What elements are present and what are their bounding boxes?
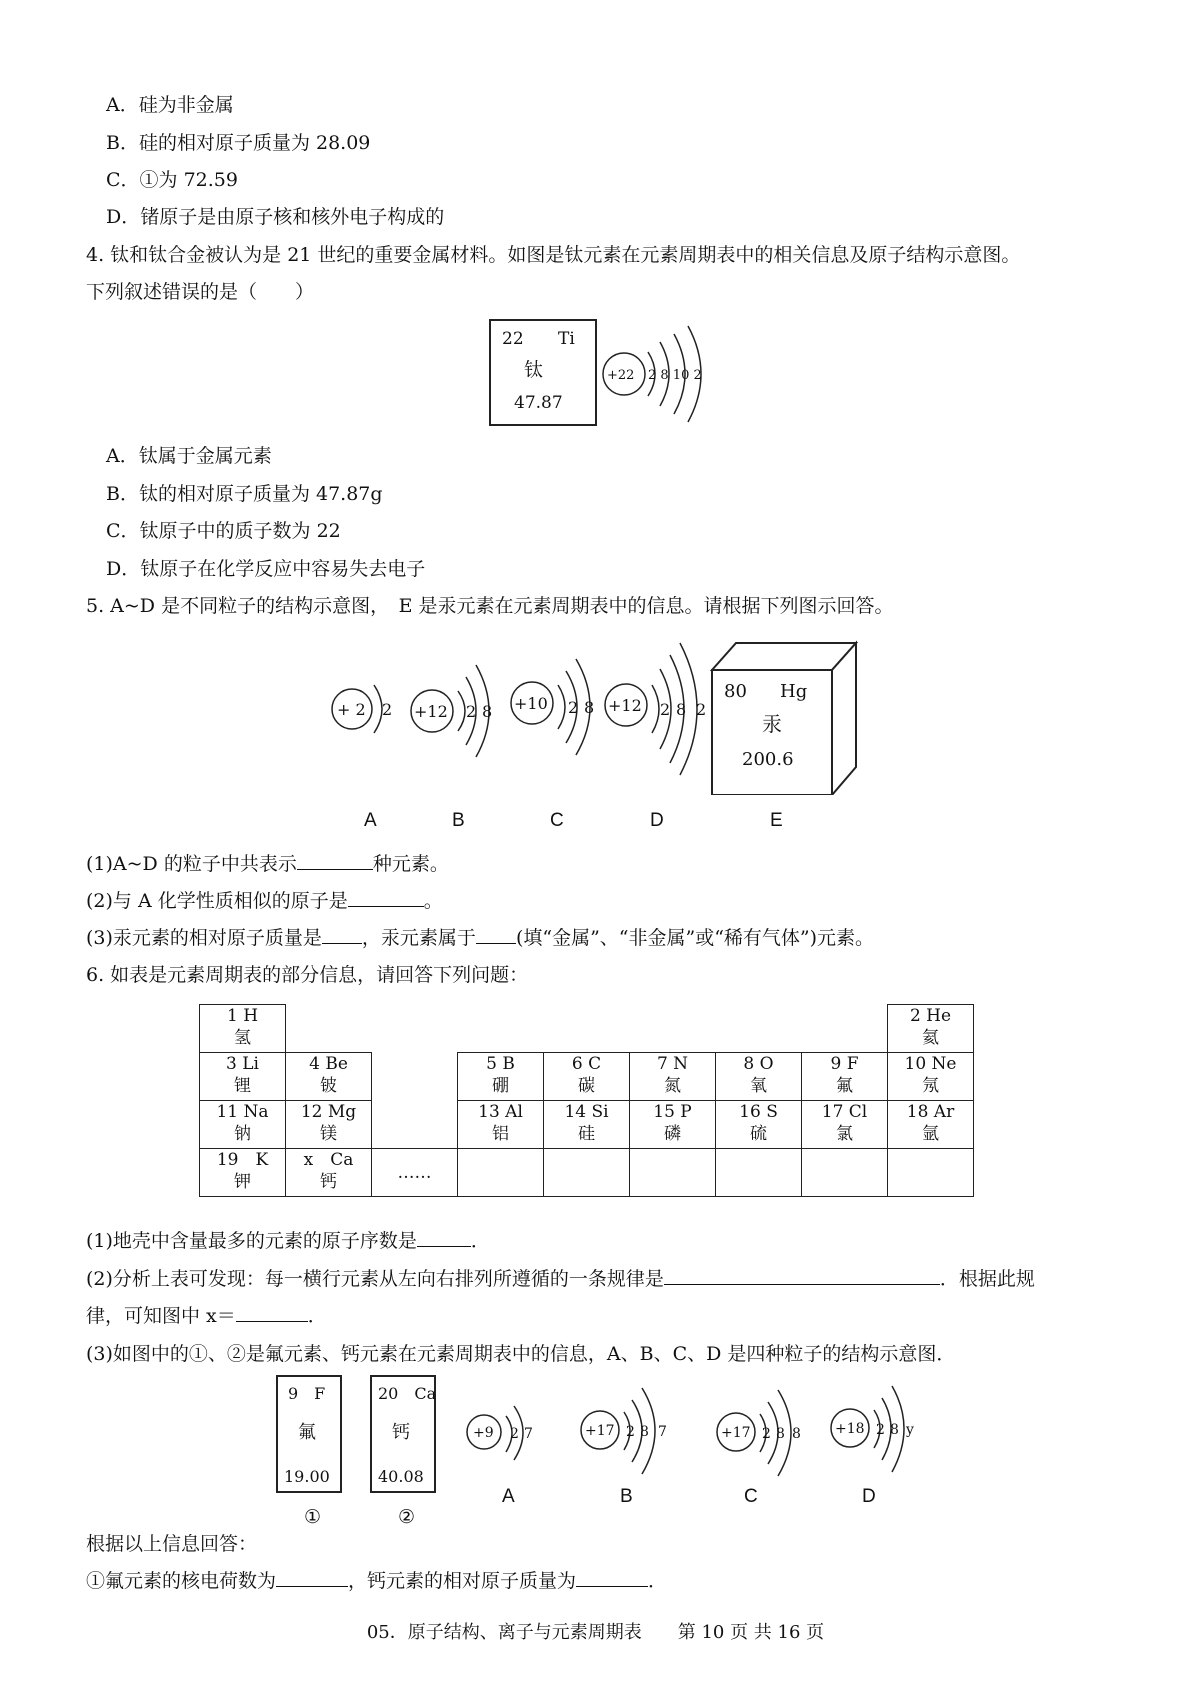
q5-sub3 — [86, 925, 874, 951]
cell-o: 8 O 氧 — [716, 1053, 802, 1101]
q5-sub2 — [86, 888, 443, 914]
q5-sub2-post: 。 — [423, 890, 443, 912]
q6-sub1-post: ． — [470, 1230, 490, 1252]
q6-label-c: C — [744, 1486, 758, 1507]
q5-sub2-pre: (2)与 A 化学性质相似的原子是 — [86, 890, 348, 912]
q6-sub1-pre: (1)地壳中含量最多的元素的原子序数是 — [86, 1230, 417, 1252]
q5-a-shell1: 2 — [382, 700, 393, 719]
q6-d-shell3: y — [906, 1422, 914, 1438]
q5-sub1-blank[interactable] — [297, 851, 373, 870]
q6-c-shell2: 8 — [776, 1426, 785, 1442]
q5-b-nucleus: +12 — [414, 702, 448, 721]
table-row — [200, 1101, 974, 1149]
q5-e-name: 汞 — [762, 712, 782, 736]
cell-si: 14 Si 硅 — [544, 1101, 630, 1149]
q3-option-c: C．①为 72.59 — [106, 169, 238, 191]
q4-stem-line2: 下列叙述错误的是（ ） — [86, 281, 315, 303]
q6-tile2-name: 钙 — [392, 1422, 410, 1443]
q6-tile1-top: 9 F — [288, 1384, 326, 1403]
q6-b-shell1: 2 — [626, 1424, 635, 1440]
q5-e-mass: 200.6 — [742, 749, 794, 770]
q4-tile-number: 22 — [502, 329, 524, 349]
q5-sub3-blank2[interactable] — [476, 925, 516, 944]
cell-c: 6 C 碳 — [544, 1053, 630, 1101]
q6-d-nucleus: +18 — [835, 1421, 865, 1437]
cell-ne: 10 Ne 氖 — [888, 1053, 974, 1101]
q6-sub-a-blank2[interactable] — [576, 1568, 648, 1587]
q5-sub1 — [86, 851, 449, 877]
q5-label-c: C — [550, 810, 564, 831]
cell-n: 7 N 氮 — [630, 1053, 716, 1101]
q6-sub1 — [86, 1228, 490, 1254]
q4-option-b: B．钛的相对原子质量为 47.87g — [106, 483, 383, 505]
q6-tile1-name: 氟 — [298, 1422, 316, 1443]
q6-d-shell2: 8 — [890, 1422, 899, 1438]
q5-sub3-pre: (3)汞元素的相对原子质量是 — [86, 927, 322, 949]
q6-b-shell3: 7 — [658, 1424, 667, 1440]
q6-sub-a-pre: ①氟元素的核电荷数为 — [86, 1570, 277, 1592]
cell-al: 13 Al 铝 — [458, 1101, 544, 1149]
q5-d-shell2: 8 — [676, 700, 687, 719]
q6-sub2-post: ．根据此规 — [939, 1268, 1035, 1290]
table-row — [200, 1005, 974, 1053]
cell-p: 15 P 磷 — [630, 1101, 716, 1149]
q6-stem: 6. 如表是元素周期表的部分信息，请回答下列问题： — [86, 964, 529, 986]
periodic-table — [199, 1004, 974, 1197]
q5-e-number: 80 — [724, 681, 747, 702]
cell-ar: 18 Ar 氩 — [888, 1101, 974, 1149]
q6-label-a: A — [502, 1486, 515, 1507]
cell-k: 19 K 钾 — [200, 1149, 286, 1197]
q4-nucleus: +22 — [607, 368, 635, 383]
q6-label-d: D — [862, 1486, 876, 1507]
q5-c-shell2: 8 — [584, 698, 595, 717]
q6-sub2 — [86, 1266, 1035, 1292]
q6-sub2-blank[interactable] — [664, 1266, 940, 1285]
q5-b-shell2: 8 — [482, 702, 493, 721]
q6-sub1-blank[interactable] — [417, 1228, 471, 1247]
q5-sub3-mid: ，汞元素属于 — [361, 927, 476, 949]
q5-d-nucleus: +12 — [608, 696, 642, 715]
q6-sub-a-blank1[interactable] — [276, 1568, 348, 1587]
q6-c-nucleus: +17 — [721, 1425, 751, 1441]
q6-sub2b-post: ． — [307, 1305, 327, 1327]
q6-sub2b — [86, 1303, 327, 1329]
q3-option-d: D．锗原子是由原子核和核外电子构成的 — [106, 206, 445, 228]
cell-li: 3 Li 锂 — [200, 1053, 286, 1101]
q5-c-nucleus: +10 — [514, 694, 548, 713]
q6-tile2-top: 20 Ca — [378, 1384, 437, 1403]
q5-c-shell1: 2 — [568, 698, 579, 717]
q5-d-shell1: 2 — [660, 700, 671, 719]
cell-cl: 17 Cl 氯 — [802, 1101, 888, 1149]
q6-figure — [270, 1372, 920, 1502]
q5-sub3-post: (填“金属”、“非金属”或“稀有气体”)元素。 — [515, 927, 875, 949]
cell-h: 1 H 氢 — [200, 1005, 286, 1053]
q6-d-shell1: 2 — [876, 1422, 885, 1438]
q5-e-symbol: Hg — [780, 681, 808, 702]
cell-b: 5 B 硼 — [458, 1053, 544, 1101]
q5-sub2-blank[interactable] — [348, 888, 424, 907]
q4-option-c: C．钛原子中的质子数为 22 — [106, 520, 341, 542]
q6-tile2-label: ② — [398, 1506, 416, 1528]
q5-sub1-pre: (1)A~D 的粒子中共表示 — [86, 853, 297, 875]
q6-sub2b-pre: 律，可知图中 x＝ — [86, 1305, 236, 1327]
q4-stem-line1: 4. 钛和钛合金被认为是 21 世纪的重要金属材料。如图是钛元素在元素周期表中的相关信息及原子结构示意图。 — [86, 244, 1021, 266]
q5-figure — [320, 625, 880, 795]
q4-figure — [480, 312, 720, 432]
q4-tile-mass: 47.87 — [514, 393, 563, 413]
q5-sub3-blank1[interactable] — [322, 925, 362, 944]
q5-b-shell1: 2 — [466, 702, 477, 721]
cell-f: 9 F 氟 — [802, 1053, 888, 1101]
table-row — [200, 1053, 974, 1101]
q6-tile1-mass: 19.00 — [284, 1467, 330, 1486]
q4-shells: 2 8 10 2 — [648, 368, 702, 383]
q5-d-shell3: 2 — [696, 700, 707, 719]
cell-s: 16 S 硫 — [716, 1101, 802, 1149]
q4-tile-symbol: Ti — [558, 329, 575, 349]
cell-be: 4 Be 铍 — [286, 1053, 372, 1101]
q6-sub-a-post: ． — [648, 1570, 668, 1592]
q5-label-b: B — [452, 810, 465, 831]
q3-option-b: B．硅的相对原子质量为 28.09 — [106, 132, 371, 154]
q5-a-nucleus: + 2 — [337, 700, 366, 719]
q4-tile-name: 钛 — [524, 359, 544, 381]
cell-ca: x Ca 钙 — [286, 1149, 372, 1197]
q6-tile2-mass: 40.08 — [378, 1467, 424, 1486]
q6-b-shell2: 8 — [640, 1424, 649, 1440]
q6-label-b: B — [620, 1486, 633, 1507]
q4-option-a: A．钛属于金属元素 — [106, 445, 272, 467]
cell-na: 11 Na 钠 — [200, 1101, 286, 1149]
q5-stem: 5. A~D 是不同粒子的结构示意图， E 是汞元素在元素周期表中的信息。请根据下列图示回答。 — [86, 595, 894, 617]
q4-option-d: D．钛原子在化学反应中容易失去电子 — [106, 558, 426, 580]
q3-option-a: A．硅为非金属 — [106, 94, 234, 116]
cell-mg: 12 Mg 镁 — [286, 1101, 372, 1149]
q5-sub1-post: 种元素。 — [372, 853, 449, 875]
q6-a-shell1: 2 — [510, 1426, 519, 1442]
q6-answer-intro: 根据以上信息回答： — [86, 1533, 258, 1555]
q6-a-shell2: 7 — [524, 1426, 533, 1442]
q6-sub2b-blank[interactable] — [236, 1303, 308, 1322]
q6-b-nucleus: +17 — [585, 1423, 615, 1439]
q6-sub3: (3)如图中的①、②是氟元素、钙元素在元素周期表中的信息，A、B、C、D 是四种粒子的结构示意图． — [86, 1343, 956, 1365]
cell-ellipsis: …… — [372, 1149, 458, 1197]
q6-tile1-label: ① — [304, 1506, 322, 1528]
q6-sub-a — [86, 1568, 667, 1594]
q6-a-nucleus: +9 — [473, 1425, 494, 1441]
q5-label-e: E — [770, 810, 783, 831]
q6-sub-a-mid: ，钙元素的相对原子质量为 — [348, 1570, 577, 1592]
table-row — [200, 1149, 974, 1197]
q6-c-shell1: 2 — [762, 1426, 771, 1442]
q6-sub2-pre: (2)分析上表可发现：每一横行元素从左向右排列所遵循的一条规律是 — [86, 1268, 664, 1290]
page-footer: 05．原子结构、离子与元素周期表 第 10 页 共 16 页 — [366, 1622, 825, 1643]
cell-he: 2 He 氦 — [888, 1005, 974, 1053]
q6-c-shell3: 8 — [792, 1426, 801, 1442]
q5-label-a: A — [364, 810, 377, 831]
q5-label-d: D — [650, 810, 664, 831]
